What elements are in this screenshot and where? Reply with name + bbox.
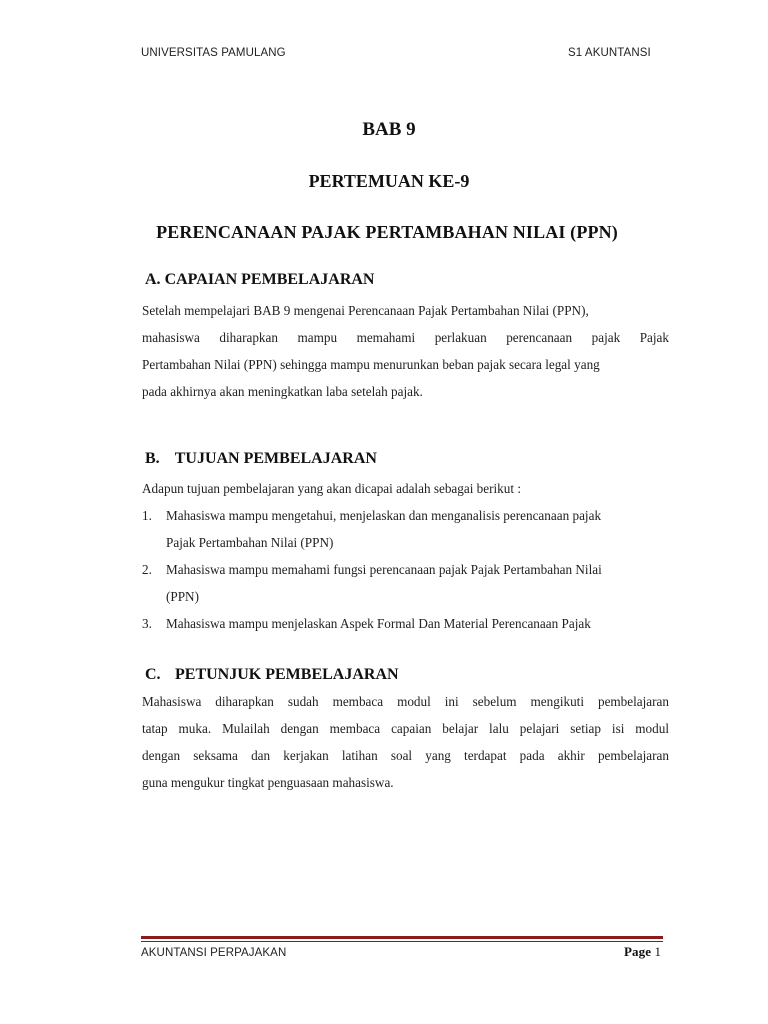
section-c-title: PETUNJUK PEMBELAJARAN xyxy=(175,666,399,683)
list-item xyxy=(142,610,669,637)
section-b-title: TUJUAN PEMBELAJARAN xyxy=(174,450,377,467)
page-label: Page xyxy=(624,944,652,959)
footer-rule-thick xyxy=(141,936,663,939)
header-institution: UNIVERSITAS PAMULANG xyxy=(141,47,286,59)
section-b-intro xyxy=(142,475,669,502)
section-a-line: Pertambahan Nilai (PPN) sehingga mampu menurunkan beban pajak secara legal yang xyxy=(142,357,600,372)
section-c-letter: C. xyxy=(145,666,161,683)
section-c-line: tatap muka. Mulailah dengan membaca capaian belajar lalu pelajari setiap isi modul xyxy=(142,721,669,736)
footer-rule-thin xyxy=(141,941,663,942)
section-a-line: mahasiswa diharapkan mampu memahami perlakuan perencanaan pajak Pajak xyxy=(142,330,669,345)
section-c-line: dengan seksama dan kerjakan latihan soal yang terdapat pada akhir pembelajaran xyxy=(142,748,669,763)
meeting-title: PERTEMUAN KE-9 xyxy=(308,171,470,191)
section-b-intro-line: Adapun tujuan pembelajaran yang akan dicapai adalah sebagai berikut : xyxy=(142,481,521,496)
section-c-heading xyxy=(145,666,399,684)
list-item-line: (PPN) xyxy=(166,589,199,604)
objectives-list xyxy=(142,502,669,637)
section-b-heading xyxy=(145,450,377,468)
footer-course-name: AKUNTANSI PERPAJAKAN xyxy=(141,947,287,959)
section-a-letter: A. xyxy=(145,271,161,288)
list-item-number: 2. xyxy=(142,562,152,577)
list-item xyxy=(142,556,669,610)
page-number-value: 1 xyxy=(654,944,662,959)
section-a-heading xyxy=(145,271,374,289)
list-item-line: Mahasiswa mampu memahami fungsi perencanaan pajak Pajak Pertambahan Nilai xyxy=(166,562,602,577)
list-item-line: Pajak Pertambahan Nilai (PPN) xyxy=(166,535,334,550)
section-c-line: Mahasiswa diharapkan sudah membaca modul ini sebelum mengikuti pembelajaran xyxy=(142,694,669,709)
section-a-line: pada akhirnya akan meningkatkan laba setelah pajak. xyxy=(142,384,423,399)
list-item xyxy=(142,502,669,556)
section-c-line: guna mengukur tingkat penguasaan mahasiswa. xyxy=(142,775,394,790)
page-number xyxy=(624,944,661,960)
list-item-line: Mahasiswa mampu mengetahui, menjelaskan dan menganalisis perencanaan pajak xyxy=(166,508,602,523)
section-c-paragraph xyxy=(142,688,669,796)
section-a-paragraph xyxy=(142,297,669,405)
document-title: PERENCANAAN PAJAK PERTAMBAHAN NILAI (PPN) xyxy=(156,222,618,242)
list-item-line: Mahasiswa mampu menjelaskan Aspek Formal Dan Material Perencanaan Pajak xyxy=(166,616,591,631)
list-item-number: 3. xyxy=(142,616,152,631)
header-program: S1 AKUNTANSI xyxy=(568,47,651,59)
list-item-number: 1. xyxy=(142,508,152,523)
section-a-line: Setelah mempelajari BAB 9 mengenai Perencanaan Pajak Pertambahan Nilai (PPN), xyxy=(142,303,589,318)
section-a-title: CAPAIAN PEMBELAJARAN xyxy=(164,271,375,288)
section-b-letter: B. xyxy=(145,450,160,467)
chapter-title: BAB 9 xyxy=(362,119,416,140)
